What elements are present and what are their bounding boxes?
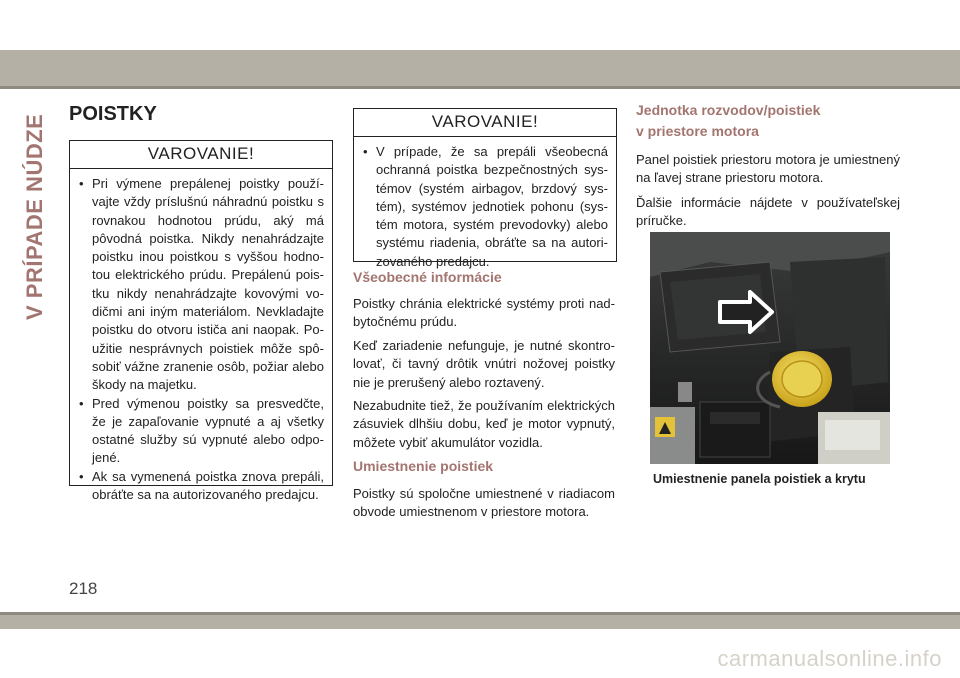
watermark-text: carmanualsonline.info <box>717 646 942 671</box>
page-title: POISTKY <box>69 103 157 125</box>
warning-item: • Ak sa vymenená poistka znova prepáli, obráťte sa na autorizovaného predajcu. <box>78 468 324 505</box>
header-band <box>0 50 960 86</box>
paragraph: Ďalšie informácie nájdete v používateľskej príručke. <box>636 195 900 229</box>
paragraph: Poistky sú spoločne umiestnené v riadiacom obvode umiestnenom v priestore motora. <box>353 486 615 520</box>
warning-item: • Pred výmenou poistky sa presvedčte, že je zapaľovanie vypnuté a aj všetky ostatné služby sú vypnuté alebo odpojené. <box>78 395 324 468</box>
paragraph: Nezabudnite tiež, že používaním elektrických zásuviek dlhšiu dobu, keď je motor vypnutý, môžete vybiť akumulátor vozidla. <box>353 398 615 450</box>
warning-box-fuse-replacement <box>69 140 333 503</box>
warning-item: • V prípade, že sa prepáli všeobecná ochranná poistka bezpečnostných systémov (systém airbagov, brzdový systém), systémov jednotiek pohonu (systém motora, systém prevodovky) alebo systému riadenia, obráťte sa na autorizovaného predajcu. <box>362 143 608 271</box>
watermark <box>0 646 960 672</box>
photo-caption: Umiestnenie panela poistiek a krytu <box>653 472 866 486</box>
warning-heading: VAROVANIE! <box>70 141 332 169</box>
top-margin <box>0 0 960 50</box>
engine-photo-illustration <box>650 232 890 464</box>
section-heading-engine-line1: Jednotka rozvodov/poistiek <box>636 102 821 118</box>
warning-list <box>354 137 616 277</box>
warning-item: • Pri výmene prepálenej poistky používajte vždy príslušnú náhradnú poistku s rovnakou hodnotou prúdu, aký má pôvodná poistka. Nikdy nenahrádzajte poistku inou poistkou s vyššou hodnotou elektrického prúdu. Prepálenú poistku nikdy nenahrádzajte kovovými vodičmi ani iným materiálom. Nevkladajte poistku do otvoru ističa ani naopak. Použitie nesprávnych poistiek môže spôsobiť vážne zranenie osôb, požiar alebo škody na majetku. <box>78 175 324 395</box>
warning-heading: VAROVANIE! <box>354 109 616 137</box>
section-heading-location: Umiestnenie poistiek <box>353 458 494 474</box>
header-rule <box>0 86 960 89</box>
engine-compartment-photo <box>650 232 890 464</box>
page-number: 218 <box>69 579 98 598</box>
paragraph: Poistky chránia elektrické systémy proti nadbytočnému prúdu. <box>353 296 615 330</box>
footer-band <box>0 615 960 629</box>
section-heading-general: Všeobecné informácie <box>353 269 502 285</box>
chapter-side-tab: V PRÍPADE NÚDZE <box>22 113 47 320</box>
warning-box-safety-fuse <box>353 108 617 269</box>
paragraph: Panel poistiek priestoru motora je umiestnený na ľavej strane priestoru motora. <box>636 152 900 186</box>
warning-list <box>70 169 332 510</box>
section-heading-engine-line2: v priestore motora <box>636 123 759 139</box>
paragraph: Keď zariadenie nefunguje, je nutné skontrolovať, či tavný drôtik vnútri nožovej poistky nie je prerušený alebo roztavený. <box>353 338 615 390</box>
